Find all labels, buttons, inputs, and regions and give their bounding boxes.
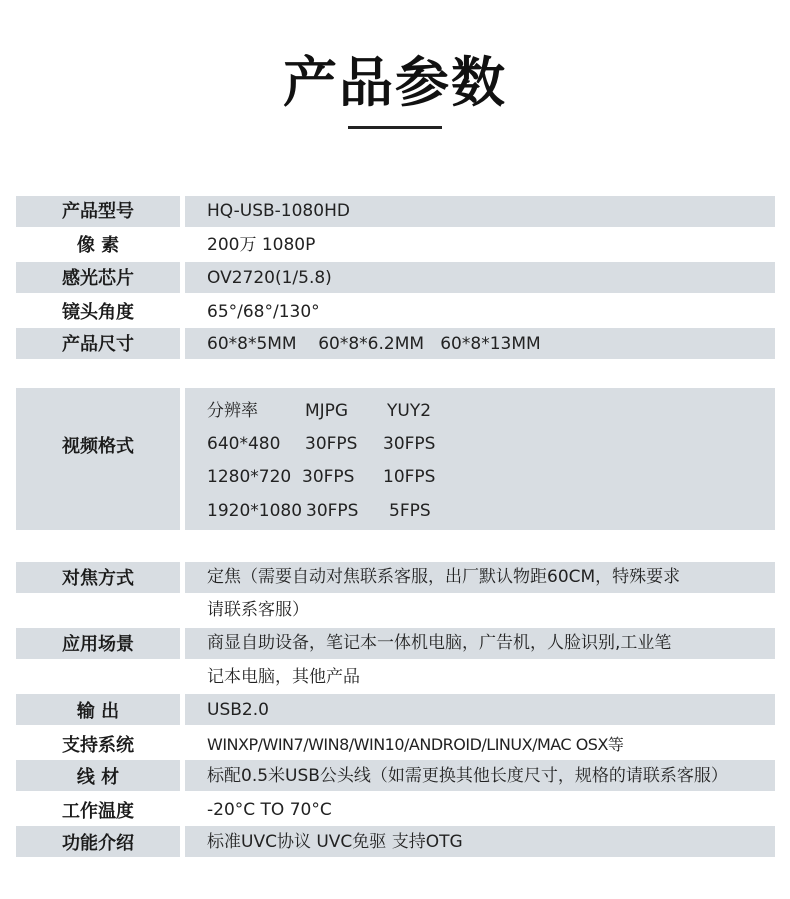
video-table-cell: 5FPS	[389, 501, 431, 521]
cable-label: 线 材	[76, 767, 120, 788]
column-divider	[180, 628, 185, 659]
usage-value-line2: 记本电脑，其他产品	[207, 667, 360, 687]
os-label: 支持系统	[62, 735, 134, 756]
video-table-header: 分辨率	[207, 401, 258, 421]
column-divider	[180, 760, 185, 791]
column-divider	[180, 388, 185, 530]
pixel-label: 像 素	[76, 235, 120, 256]
temperature-label: 工作温度	[62, 801, 134, 822]
lens-angle-value: 65°/68°/130°	[207, 302, 320, 322]
video-table-cell: 10FPS	[383, 467, 436, 487]
sensor-label: 感光芯片	[62, 268, 134, 289]
os-value: WINXP/WIN7/WIN8/WIN10/ANDROID/LINUX/MAC OSX等	[207, 735, 624, 754]
column-divider	[180, 328, 185, 359]
page-title: 产品参数	[283, 51, 507, 114]
column-divider	[180, 826, 185, 857]
video-table-cell: 1280*720	[207, 467, 292, 487]
focus-value-line2: 请联系客服）	[207, 600, 309, 620]
product-size-label: 产品尺寸	[62, 334, 134, 355]
video-table-cell: 1920*1080	[207, 501, 303, 521]
video-table-cell: 30FPS	[383, 434, 436, 454]
video-table-cell: 30FPS	[306, 501, 359, 521]
video-table-cell: 30FPS	[302, 467, 355, 487]
temperature-value: -20°C TO 70°C	[207, 800, 332, 820]
title-underline	[348, 126, 442, 129]
usage-value-line1: 商显自助设备，笔记本一体机电脑，广告机，人脸识别,工业笔	[207, 633, 672, 653]
output-label: 输 出	[76, 701, 120, 722]
focus-label: 对焦方式	[62, 568, 134, 589]
video-table-cell: 640*480	[207, 434, 281, 454]
feature-value: 标准UVC协议 UVC免驱 支持OTG	[207, 832, 463, 852]
column-divider	[180, 262, 185, 293]
model-value: HQ-USB-1080HD	[207, 201, 350, 221]
video-format-label: 视频格式	[62, 436, 134, 457]
column-divider	[180, 694, 185, 725]
feature-label: 功能介绍	[62, 833, 134, 854]
pixel-value: 200万 1080P	[207, 235, 316, 255]
video-table-header: MJPG	[305, 401, 349, 421]
focus-value-line1: 定焦（需要自动对焦联系客服，出厂默认物距60CM，特殊要求	[207, 567, 681, 587]
video-table-cell: 30FPS	[305, 434, 358, 454]
column-divider	[180, 562, 185, 593]
output-value: USB2.0	[207, 700, 269, 720]
sensor-value: OV2720(1/5.8)	[207, 268, 332, 288]
product-size-value: 60*8*5MM 60*8*6.2MM 60*8*13MM	[207, 334, 541, 354]
lens-angle-label: 镜头角度	[62, 302, 134, 323]
column-divider	[180, 196, 185, 227]
model-label: 产品型号	[62, 201, 134, 222]
usage-label: 应用场景	[62, 634, 134, 655]
cable-value: 标配0.5米USB公头线（如需更换其他长度尺寸，规格的请联系客服）	[207, 766, 728, 786]
video-table-header: YUY2	[387, 401, 432, 421]
